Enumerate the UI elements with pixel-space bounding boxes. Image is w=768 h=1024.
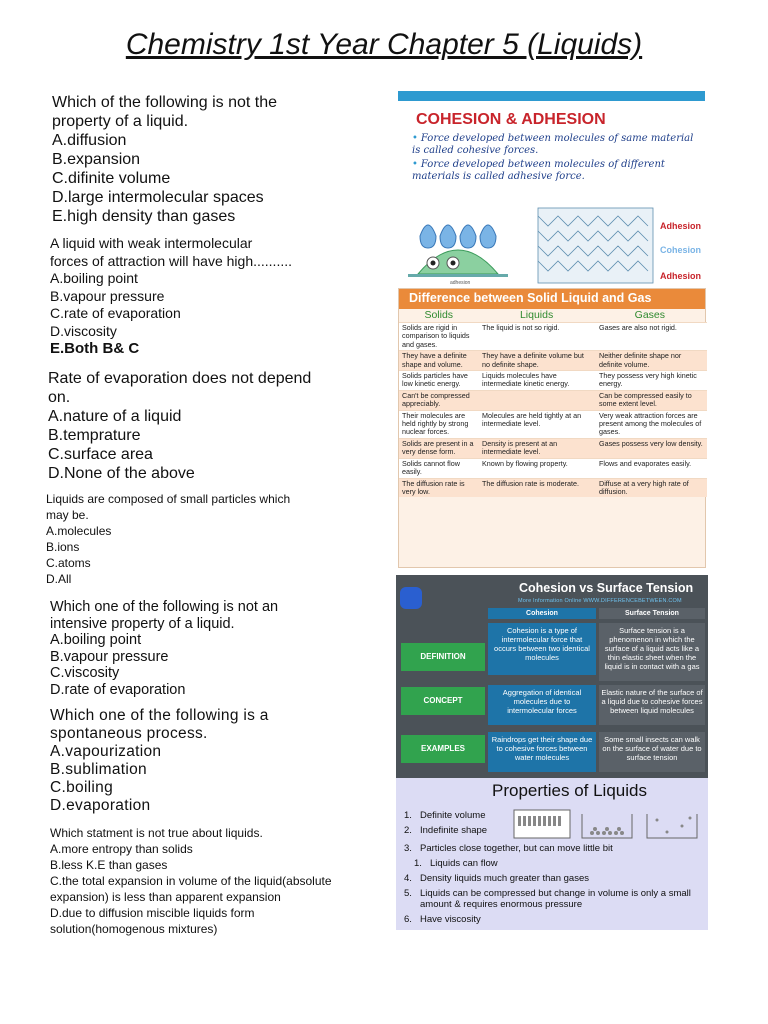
table-cell: Solids are rigid in comparison to liquids and gases. [399, 323, 479, 351]
list-number: 6. [404, 914, 412, 925]
table-cell: Solids cannot flow easily. [399, 458, 479, 478]
cst-col-cohesion: Cohesion [488, 608, 596, 619]
properties-title: Properties of Liquids [492, 781, 647, 800]
table-cell: Solids are present in a very dense form. [399, 438, 479, 458]
cohesion-bullet: • Force developed between molecules of same material is called cohesive forces. [412, 133, 694, 156]
cst-tag-definition: DEFINITION [401, 643, 485, 671]
option: C.surface area [48, 446, 153, 463]
adhesion-bullet: • Force developed between molecules of different materials is called adhesive force. [412, 159, 665, 182]
option: C.the total expansion in volume of the liquid(absolute expansion) is less than apparent expansion [50, 874, 332, 904]
option: C.rate of evaporation [50, 305, 181, 321]
label-adhesion-top: Adhesion [660, 221, 702, 231]
table-row [399, 478, 707, 497]
option: D.evaporation [50, 797, 151, 814]
list-item [404, 810, 704, 822]
table-row [399, 438, 707, 458]
option: B.ions [46, 540, 80, 554]
list-text: Indefinite shape [420, 825, 488, 836]
option: A.nature of a liquid [48, 408, 182, 425]
table-cell: Density is present at an intermediate level. [479, 438, 596, 458]
list-number: 5. [404, 887, 412, 899]
question-line: Which of the following is not the [52, 94, 278, 111]
cst-definition-surface: Surface tension is a phenomenon in which the surface of a liquid acts like a thin elastic sheet when the liquid is in contact with a gas [599, 623, 705, 681]
table-row [399, 351, 707, 371]
question-4 [42, 488, 338, 590]
table-cell: The diffusion rate is very low. [399, 478, 479, 497]
option: D.due to diffusion miscible liquids form solution(homogenous mixtures) [50, 906, 255, 936]
question-line: A liquid with weak intermolecular [50, 235, 253, 251]
list-number: 1. [404, 810, 412, 821]
table-row [399, 323, 707, 351]
table-row [399, 458, 707, 478]
option: C.atoms [46, 556, 91, 570]
list-text: Particles close together, but can move little bit [420, 842, 613, 854]
table-row [399, 390, 707, 410]
cst-concept-surface: Elastic nature of the surface of a liquid due to cohesive forces between liquid molecules [599, 685, 705, 725]
option: E.high density than gases [52, 208, 236, 225]
cohesion-vs-surface-tension-panel [396, 575, 708, 778]
cohesion-title: COHESION & ADHESION [416, 111, 606, 128]
option-bold: E.Both B& C [50, 340, 140, 357]
question-line: Which one of the following is a [50, 707, 269, 724]
label-cohesion: Cohesion [660, 245, 702, 255]
list-number: 4. [404, 872, 412, 884]
option: C.viscosity [50, 665, 120, 681]
question-2 [44, 232, 338, 361]
option: B.vapour pressure [50, 648, 169, 665]
cohesion-adhesion-panel [398, 91, 705, 286]
option: A.more entropy than solids [50, 842, 193, 856]
difference-table [399, 322, 707, 497]
list-number: 3. [404, 842, 412, 854]
table-cell: Molecules are held tightly at an intermediate level. [479, 410, 596, 438]
table-cell [479, 390, 596, 410]
list-text: Liquids can flow [430, 857, 498, 869]
difference-title: Difference between Solid Liquid and Gas [399, 289, 705, 309]
question-3 [42, 365, 338, 487]
table-cell: Solids particles have low kinetic energy. [399, 371, 479, 391]
cst-concept-cohesion: Aggregation of identical molecules due to intermolecular forces [488, 685, 596, 725]
table-cell: Diffuse at a very high rate of diffusion. [596, 478, 707, 497]
question-5 [44, 596, 340, 701]
label-adhesion-bottom: Adhesion [660, 271, 702, 281]
option: D.None of the above [48, 465, 195, 482]
list-item [404, 858, 704, 870]
adhesion-small-label: adhesion [450, 280, 471, 286]
properties-panel [396, 778, 708, 930]
question-line: may be. [46, 508, 89, 522]
option: C.difinite volume [52, 170, 171, 187]
question-line: on. [48, 389, 71, 406]
table-cell: Very weak attraction forces are present among the molecules of gases. [596, 410, 707, 438]
cst-definition-cohesion: Cohesion is a type of intermolecular force that occurs between two identical molecules [488, 623, 596, 675]
question-1 [44, 88, 334, 231]
difference-table-panel [398, 288, 706, 568]
table-cell: They possess very high kinetic energy. [596, 371, 707, 391]
option: A.molecules [46, 524, 112, 538]
table-cell: Liquids molecules have intermediate kinetic energy. [479, 371, 596, 391]
list-item [404, 914, 704, 926]
list-text: Have viscosity [420, 914, 481, 925]
option: C.boiling [50, 779, 114, 796]
column-liquids: Liquids [519, 309, 554, 321]
column-solids: Solids [424, 309, 454, 321]
cst-title: Cohesion vs Surface Tension [519, 581, 694, 595]
table-cell: Their molecules are held rightly by strong nuclear forces. [399, 410, 479, 438]
difference-columns [399, 309, 705, 322]
option: B.temprature [48, 427, 141, 444]
cst-tag-examples: EXAMPLES [401, 735, 485, 763]
option: D.rate of evaporation [50, 681, 186, 698]
option: A.diffusion [52, 132, 127, 149]
list-number: 1. [414, 857, 422, 869]
table-cell: Known by flowing property. [479, 458, 596, 478]
question-line: spontaneous process. [50, 725, 208, 742]
list-item [404, 843, 704, 855]
logo-icon [400, 587, 422, 609]
option: A.boiling point [50, 632, 142, 648]
table-cell: Gases are also not rigid. [596, 323, 707, 351]
table-cell: Neither definite shape nor definite volume. [596, 351, 707, 371]
table-cell: The diffusion rate is moderate. [479, 478, 596, 497]
cst-examples-surface: Some small insects can walk on the surface of water due to surface tension [599, 732, 705, 772]
question-7 [44, 822, 344, 940]
table-cell: Can be compressed easily to some extent level. [596, 390, 707, 410]
question-line: intensive property of a liquid. [50, 615, 235, 632]
cst-tag-concept: CONCEPT [401, 687, 485, 715]
option: B.less K.E than gases [50, 858, 168, 872]
list-item [404, 888, 704, 911]
list-text: Density liquids much greater than gases [420, 872, 589, 884]
table-cell: The liquid is not so rigid. [479, 323, 596, 351]
option: D.viscosity [50, 322, 117, 339]
table-cell: Gases possess very low density. [596, 438, 707, 458]
cst-examples-cohesion: Raindrops get their shape due to cohesive forces between water molecules [488, 732, 596, 772]
cohesion-illustration [398, 196, 705, 286]
option: B.sublimation [50, 761, 147, 778]
properties-list [404, 810, 704, 929]
table-cell: Flows and evaporates easily. [596, 458, 707, 478]
table-cell: Can't be compressed appreciably. [399, 390, 479, 410]
cst-col-surface-tension: Surface Tension [599, 608, 705, 619]
question-6 [44, 704, 340, 818]
option: B.expansion [52, 151, 141, 168]
column-gases: Gases [634, 309, 666, 321]
option: A.vapourization [50, 743, 162, 760]
table-cell: They have a definite shape and volume. [399, 351, 479, 371]
option: A.boiling point [50, 270, 138, 286]
question-line: Liquids are composed of small particles which [46, 492, 291, 506]
question-line: property of a liquid. [52, 113, 189, 130]
list-number: 2. [404, 825, 412, 836]
list-item [404, 825, 704, 837]
option: D.large intermolecular spaces [52, 189, 264, 206]
list-item [404, 873, 704, 885]
list-text: Definite volume [420, 810, 486, 821]
table-cell: They have a definite volume but no definite shape. [479, 351, 596, 371]
option: B.vapour pressure [50, 287, 165, 304]
option: D.All [46, 572, 72, 586]
list-text: Liquids can be compressed but change in volume is only a small amount & requires enormous pressure [420, 887, 691, 910]
question-line: Which one of the following is not an [50, 599, 279, 615]
table-row [399, 410, 707, 438]
table-row [399, 371, 707, 391]
question-line: Rate of evaporation does not depend [48, 370, 312, 387]
cst-subtitle: More Information Online WWW.DIFFERENCEBETWEEN.COM [518, 598, 682, 604]
question-line: Which statment is not true about liquids. [50, 826, 263, 840]
page-title: Chemistry 1st Year Chapter 5 (Liquids) [125, 28, 643, 61]
question-line: forces of attraction will have high.......... [50, 252, 292, 269]
